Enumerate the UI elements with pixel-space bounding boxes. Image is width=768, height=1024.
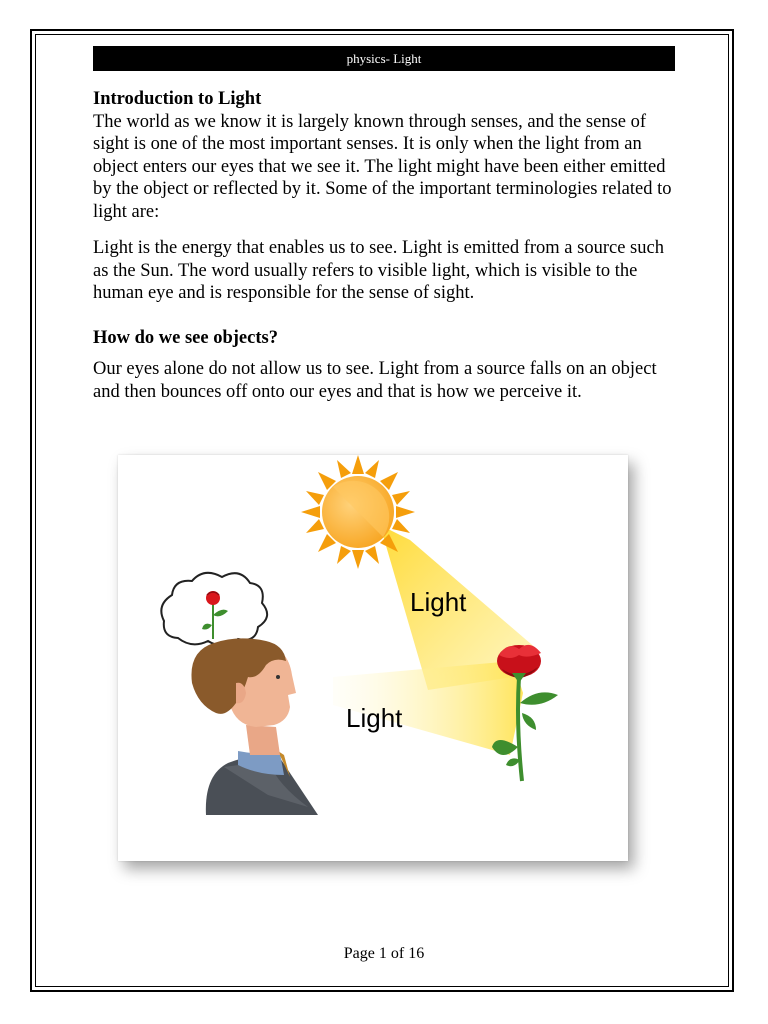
sun-icon: [301, 455, 415, 569]
document-body: [93, 88, 678, 403]
page-number: Page 1 of 16: [343, 945, 425, 962]
page-footer: [0, 945, 768, 963]
header-title: physics- Light: [346, 51, 422, 66]
incident-light-label: Light: [410, 587, 467, 617]
light-reflection-illustration: [118, 455, 628, 861]
page-header-bar: [93, 46, 675, 71]
section-heading-seeing: How do we see objects?: [93, 327, 278, 348]
light-definition-paragraph: Light is the energy that enables us to see. Light is emitted from a source such as the Sun. The word usually refers to visible light, which is visible to the human eye and is responsible for the sense of sight.: [93, 238, 664, 303]
reflected-light-label: Light: [346, 703, 403, 733]
intro-paragraph: The world as we know it is largely known through senses, and the sense of sight is one of the most important senses. It is only when the light from an object enters our eyes that we see it. The light might have been either emitted by the object or reflected by it. Some of the important terminologies related to light are:: [93, 111, 672, 222]
section-heading-intro: Introduction to Light: [93, 89, 262, 109]
seeing-paragraph: Our eyes alone do not allow us to see. Light from a source falls on an object and then bounces off onto our eyes and that is how we perceive it.: [93, 359, 657, 402]
person-figure: [191, 638, 318, 815]
